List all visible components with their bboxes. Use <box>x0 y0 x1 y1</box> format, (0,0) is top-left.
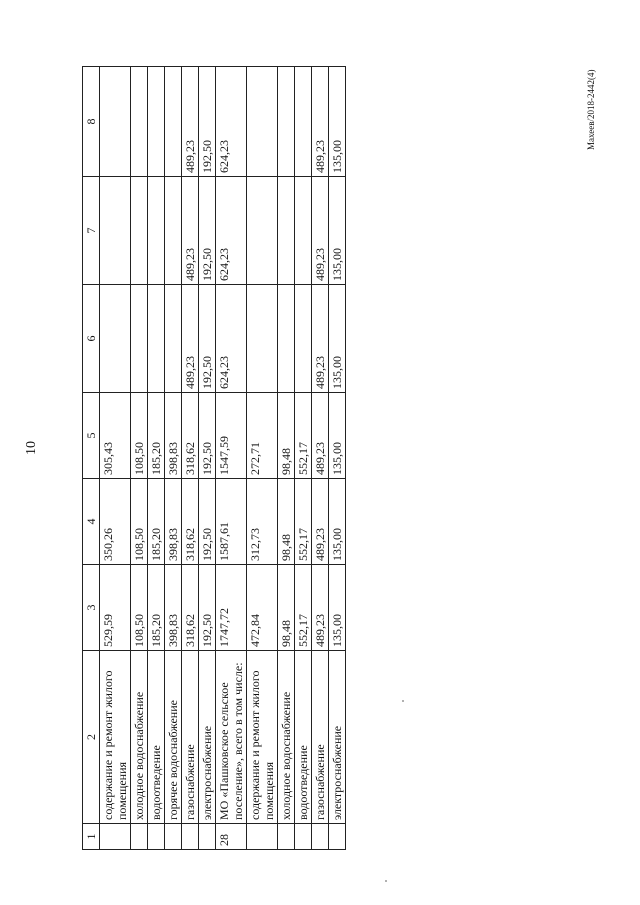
tariff-table <box>82 66 346 850</box>
value-cell: 489,23 <box>182 285 199 393</box>
row-name-cell: газоснабжение <box>312 651 329 824</box>
value-cell: 1547,59 <box>216 393 247 479</box>
value-cell: 624,23 <box>216 177 247 285</box>
table-row <box>165 67 182 850</box>
header-cell: 2 <box>83 651 100 824</box>
value-cell: 192,50 <box>199 479 216 565</box>
scan-speck <box>402 700 404 702</box>
value-cell: 529,59 <box>100 565 131 651</box>
value-cell: 398,83 <box>165 393 182 479</box>
row-number-cell <box>131 824 148 850</box>
value-cell: 135,00 <box>329 393 346 479</box>
table-row <box>199 67 216 850</box>
value-cell: 398,83 <box>165 565 182 651</box>
row-number-cell <box>247 824 278 850</box>
value-cell <box>278 285 295 393</box>
row-number-cell <box>165 824 182 850</box>
value-cell: 350,26 <box>100 479 131 565</box>
value-cell <box>148 177 165 285</box>
value-cell: 318,62 <box>182 565 199 651</box>
value-cell: 192,50 <box>199 177 216 285</box>
header-cell: 8 <box>83 67 100 177</box>
value-cell <box>278 67 295 177</box>
value-cell: 185,20 <box>148 479 165 565</box>
value-cell <box>131 67 148 177</box>
header-cell: 7 <box>83 177 100 285</box>
document-code: Махеев/2018-2442(4) <box>586 69 596 150</box>
value-cell: 185,20 <box>148 393 165 479</box>
value-cell: 312,73 <box>247 479 278 565</box>
row-number-cell <box>295 824 312 850</box>
value-cell: 489,23 <box>312 479 329 565</box>
value-cell <box>278 177 295 285</box>
value-cell: 135,00 <box>329 67 346 177</box>
value-cell: 489,23 <box>182 67 199 177</box>
row-name-cell: МО «Пашковское сельское поселение», всего в том числе: <box>216 651 247 824</box>
value-cell: 108,50 <box>131 565 148 651</box>
row-name-cell: горячее водоснабжение <box>165 651 182 824</box>
value-cell <box>100 285 131 393</box>
value-cell: 135,00 <box>329 565 346 651</box>
value-cell: 135,00 <box>329 285 346 393</box>
row-name-cell: холодное водоснабжение <box>131 651 148 824</box>
value-cell: 98,48 <box>278 479 295 565</box>
value-cell: 135,00 <box>329 177 346 285</box>
value-cell <box>247 67 278 177</box>
row-name-cell: содержание и ремонт жилого помещения <box>247 651 278 824</box>
value-cell: 192,50 <box>199 67 216 177</box>
table-header-row <box>83 67 100 850</box>
value-cell: 1747,72 <box>216 565 247 651</box>
row-name-cell: газоснабжение <box>182 651 199 824</box>
row-number-cell <box>312 824 329 850</box>
table-row <box>216 67 247 850</box>
value-cell: 135,00 <box>329 479 346 565</box>
value-cell: 318,62 <box>182 393 199 479</box>
value-cell: 552,17 <box>295 479 312 565</box>
row-name-cell: холодное водоснабжение <box>278 651 295 824</box>
value-cell: 472,84 <box>247 565 278 651</box>
header-cell: 6 <box>83 285 100 393</box>
rotated-table-container <box>82 67 357 850</box>
value-cell <box>295 285 312 393</box>
value-cell: 552,17 <box>295 565 312 651</box>
row-number-cell <box>329 824 346 850</box>
value-cell: 305,43 <box>100 393 131 479</box>
value-cell <box>131 177 148 285</box>
row-number-cell: 28 <box>216 824 247 850</box>
row-number-cell <box>148 824 165 850</box>
header-cell: 5 <box>83 393 100 479</box>
value-cell <box>148 67 165 177</box>
value-cell: 489,23 <box>312 67 329 177</box>
table-row <box>148 67 165 850</box>
value-cell: 398,83 <box>165 479 182 565</box>
value-cell: 108,50 <box>131 479 148 565</box>
row-name-cell: содержание и ремонт жилого помещения <box>100 651 131 824</box>
value-cell: 192,50 <box>199 393 216 479</box>
value-cell: 489,23 <box>312 285 329 393</box>
table-row <box>182 67 199 850</box>
row-name-cell: водоотведение <box>295 651 312 824</box>
table-row <box>329 67 346 850</box>
value-cell: 108,50 <box>131 393 148 479</box>
value-cell: 489,23 <box>182 177 199 285</box>
header-cell: 1 <box>83 824 100 850</box>
scan-speck <box>385 880 387 882</box>
value-cell: 98,48 <box>278 565 295 651</box>
table-row <box>278 67 295 850</box>
value-cell: 489,23 <box>312 565 329 651</box>
table-row <box>131 67 148 850</box>
value-cell <box>165 285 182 393</box>
value-cell: 552,17 <box>295 393 312 479</box>
value-cell <box>247 177 278 285</box>
row-number-cell <box>199 824 216 850</box>
row-number-cell <box>182 824 199 850</box>
row-name-cell: электроснабжение <box>199 651 216 824</box>
value-cell: 98,48 <box>278 393 295 479</box>
value-cell <box>165 177 182 285</box>
value-cell: 272,71 <box>247 393 278 479</box>
value-cell: 624,23 <box>216 67 247 177</box>
value-cell: 192,50 <box>199 285 216 393</box>
value-cell: 185,20 <box>148 565 165 651</box>
value-cell: 489,23 <box>312 177 329 285</box>
value-cell: 624,23 <box>216 285 247 393</box>
header-cell: 4 <box>83 479 100 565</box>
value-cell: 1587,61 <box>216 479 247 565</box>
value-cell <box>100 177 131 285</box>
value-cell <box>148 285 165 393</box>
page-number: 10 <box>24 441 39 455</box>
table-row <box>247 67 278 850</box>
value-cell: 489,23 <box>312 393 329 479</box>
row-number-cell <box>100 824 131 850</box>
value-cell <box>295 67 312 177</box>
table-row <box>312 67 329 850</box>
row-name-cell: водоотведение <box>148 651 165 824</box>
value-cell <box>100 67 131 177</box>
table-row <box>100 67 131 850</box>
value-cell <box>131 285 148 393</box>
table-row <box>295 67 312 850</box>
value-cell: 318,62 <box>182 479 199 565</box>
value-cell <box>247 285 278 393</box>
row-number-cell <box>278 824 295 850</box>
value-cell <box>165 67 182 177</box>
header-cell: 3 <box>83 565 100 651</box>
value-cell <box>295 177 312 285</box>
value-cell: 192,50 <box>199 565 216 651</box>
row-name-cell: электроснабжение <box>329 651 346 824</box>
